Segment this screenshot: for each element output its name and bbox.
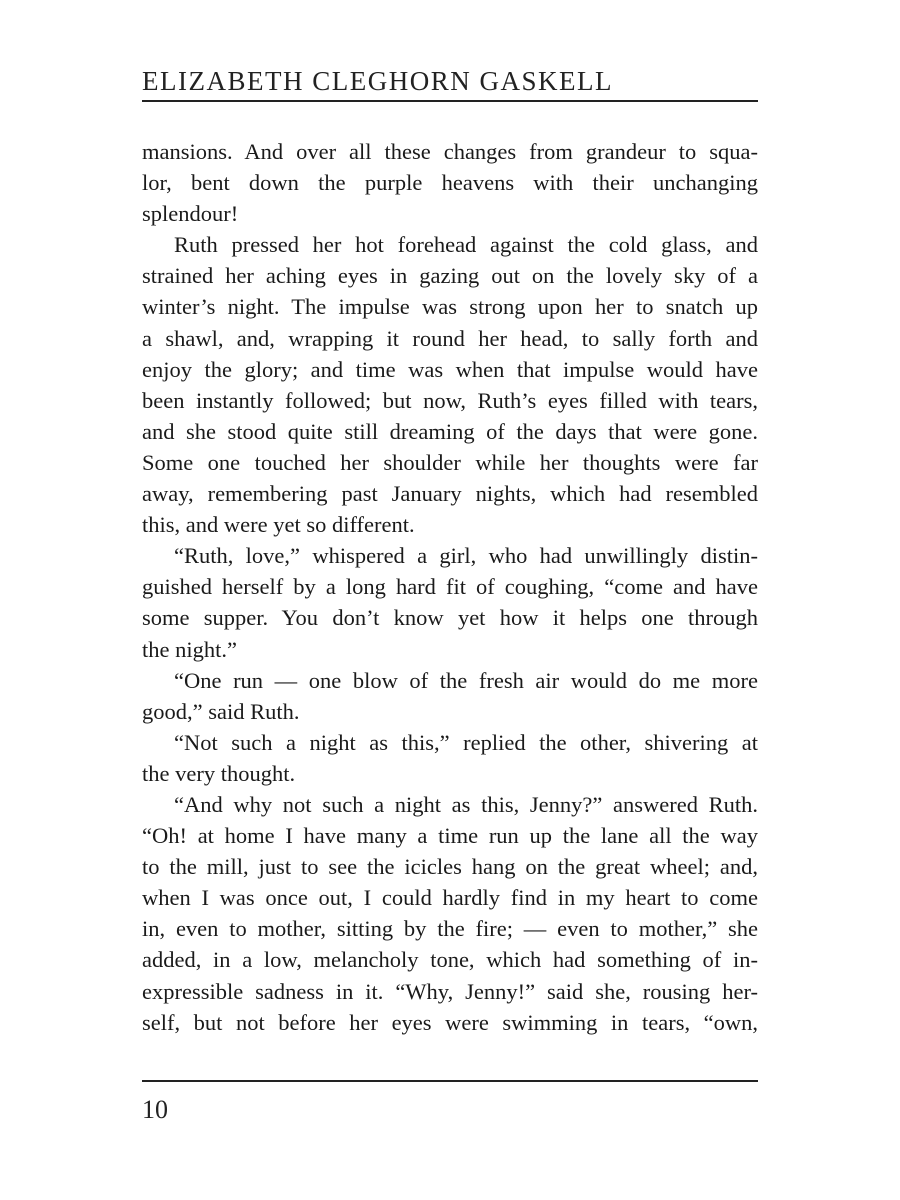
header-rule bbox=[142, 100, 758, 102]
running-head-author: ELIZABETH CLEGHORN GASKELL bbox=[142, 66, 613, 96]
text-line: Some one touched her shoulder while her thoughts were far bbox=[142, 449, 758, 475]
text-line: winter’s night. The impulse was strong upon her to snatch up bbox=[142, 294, 758, 320]
text-line: mansions. And over all these changes from grandeur to squa- bbox=[142, 139, 758, 164]
text-line: Ruth pressed her hot forehead against the cold glass, and bbox=[174, 232, 758, 258]
page-number: 10 bbox=[142, 1095, 168, 1124]
text-line: a shawl, and, wrapping it round her head, to sally forth and bbox=[142, 325, 758, 351]
text-line: some supper. You don’t know yet how it helps one through bbox=[142, 605, 758, 631]
text-line: enjoy the glory; and time was when that impulse would have bbox=[142, 356, 758, 382]
text-line: the very thought. bbox=[142, 760, 296, 786]
text-line: “And why not such a night as this, Jenny?” answered Ruth. bbox=[174, 791, 758, 817]
text-line: strained her aching eyes in gazing out on the lovely sky of a bbox=[142, 263, 758, 289]
text-line: to the mill, just to see the icicles hang on the great wheel; and, bbox=[142, 854, 758, 880]
text-line: this, and were yet so different. bbox=[142, 512, 415, 538]
text-line: been instantly followed; but now, Ruth’s eyes filled with tears, bbox=[142, 387, 758, 413]
text-line: guished herself by a long hard fit of coughing, “come and have bbox=[142, 574, 758, 600]
text-line: expressible sadness in it. “Why, Jenny!” said she, rousing her- bbox=[142, 978, 758, 1004]
text-line: splendour! bbox=[142, 201, 239, 227]
text-line: “Ruth, love,” whispered a girl, who had unwillingly distin- bbox=[174, 543, 758, 569]
page-body-text bbox=[142, 136, 758, 1038]
text-line: self, but not before her eyes were swimming in tears, “own, bbox=[142, 1009, 758, 1035]
text-line: “One run — one blow of the fresh air would do me more bbox=[174, 667, 758, 693]
footer-rule bbox=[142, 1080, 758, 1082]
text-line: “Not such a night as this,” replied the other, shivering at bbox=[174, 729, 758, 755]
text-line: in, even to mother, sitting by the fire; — even to mother,” she bbox=[142, 916, 758, 942]
text-line: added, in a low, melancholy tone, which had something of in- bbox=[142, 947, 758, 973]
text-line: and she stood quite still dreaming of the days that were gone. bbox=[142, 418, 758, 444]
text-line: away, remembering past January nights, which had resembled bbox=[142, 481, 758, 507]
text-line: “Oh! at home I have many a time run up the lane all the way bbox=[142, 823, 758, 849]
text-line: the night.” bbox=[142, 636, 237, 662]
text-line: lor, bent down the purple heavens with their unchanging bbox=[142, 170, 758, 196]
text-line: good,” said Ruth. bbox=[142, 698, 300, 724]
text-line: when I was once out, I could hardly find in my heart to come bbox=[142, 885, 758, 911]
